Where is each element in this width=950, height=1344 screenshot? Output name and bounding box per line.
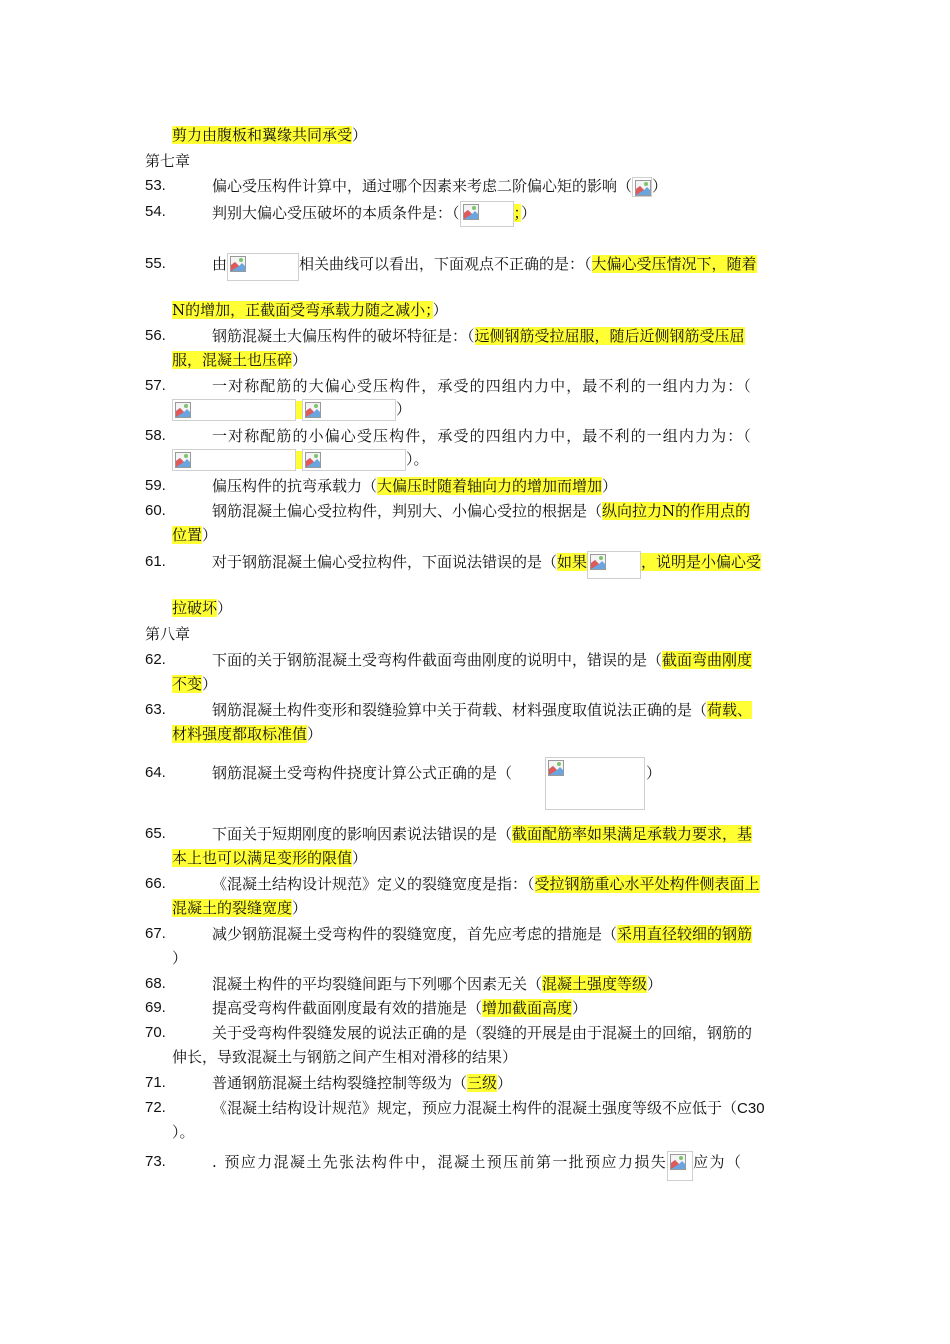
answer-highlight: 剪力由腹板和翼缘共同承受 bbox=[172, 126, 353, 144]
answer-highlight: ，说明是小偏心受 bbox=[641, 553, 762, 571]
close-paren: ）。 bbox=[172, 1123, 195, 1141]
question-text: 钢筋混凝土大偏压构件的破坏特征是：（ bbox=[212, 327, 475, 345]
question-text: 下面关于短期刚度的影响因素说法错误的是（ bbox=[212, 825, 513, 843]
answer-highlight: 材料强度都取标准值 bbox=[172, 725, 308, 743]
answer-highlight: 受拉钢筋重心水平处构件侧表面上 bbox=[534, 875, 760, 893]
question-text: 减少钢筋混凝土受弯构件的裂缝宽度，首先应考虑的措施是（ bbox=[212, 925, 618, 943]
broken-image-icon bbox=[460, 201, 514, 227]
close-paren: ） bbox=[652, 177, 668, 195]
question-number: 63. bbox=[145, 701, 166, 718]
question-text: 偏心受压构件计算中，通过哪个因素来考虑二阶偏心矩的影响（ bbox=[212, 177, 633, 195]
broken-image-icon bbox=[545, 757, 645, 810]
question-text: 判别大偏心受压破坏的本质条件是：（ bbox=[212, 204, 460, 222]
question-text: 钢筋混凝土偏心受拉构件，判别大、小偏心受拉的根据是（ bbox=[212, 502, 603, 520]
question-text: 关于受弯构件裂缝发展的说法正确的是（裂缝的开展是由于混凝土的回缩，钢筋的 bbox=[212, 1024, 753, 1042]
answer-highlight: 三级 bbox=[467, 1074, 498, 1092]
question-text: 伸长，导致混凝土与钢筋之间产生相对滑移的结果） bbox=[172, 1048, 518, 1066]
question-number: 70. bbox=[145, 1024, 166, 1041]
answer-highlight: 采用直径较细的钢筋 bbox=[617, 925, 753, 943]
question-number: 61. bbox=[145, 553, 166, 570]
close-paren: ） bbox=[172, 949, 188, 967]
question-number: 55. bbox=[145, 255, 166, 272]
answer-highlight: 拉破坏 bbox=[172, 599, 218, 617]
question-text: 由 bbox=[212, 255, 228, 273]
close-paren: ） bbox=[352, 126, 368, 144]
question-text: 应为（ bbox=[693, 1153, 743, 1171]
close-paren: ）。 bbox=[406, 450, 429, 468]
question-text: 混凝土构件的平均裂缝间距与下列哪个因素无关（ bbox=[212, 975, 543, 993]
question-text: 钢筋混凝土受弯构件挠度计算公式正确的是（ bbox=[212, 764, 513, 782]
question-number: 53. bbox=[145, 177, 166, 194]
question-number: 57. bbox=[145, 377, 166, 394]
close-paren: ） bbox=[396, 400, 412, 418]
answer-highlight: 服，混凝土也压碎 bbox=[172, 351, 293, 369]
close-paren: ） bbox=[217, 599, 233, 617]
chapter-7-heading: 第七章 bbox=[145, 152, 191, 170]
broken-image-icon bbox=[632, 177, 652, 197]
question-text: 一对称配筋的小偏心受压构件，承受的四组内力中，最不利的一组内力为：（ bbox=[212, 427, 752, 445]
close-paren: ） bbox=[292, 899, 308, 917]
broken-image-icon bbox=[302, 449, 406, 471]
answer-highlight: 大偏压时随着轴向力的增加而增加 bbox=[377, 477, 603, 495]
question-text: 钢筋混凝土构件变形和裂缝验算中关于荷载、材料强度取值说法正确的是（ bbox=[212, 701, 708, 719]
broken-image-icon bbox=[172, 449, 296, 471]
answer-highlight: 如果 bbox=[557, 553, 588, 571]
question-number: 59. bbox=[145, 477, 166, 494]
question-text: 《混凝土结构设计规范》定义的裂缝宽度是指：（ bbox=[212, 875, 535, 893]
answer-highlight: N的增加，正截面受弯承载力随之减小； bbox=[172, 301, 433, 319]
close-paren: ） bbox=[521, 204, 537, 222]
question-text: 《混凝土结构设计规范》规定，预应力混凝土构件的混凝土强度等级不应低于（ bbox=[212, 1099, 738, 1117]
chapter-8-heading: 第八章 bbox=[145, 625, 191, 643]
question-text: 偏压构件的抗弯承载力（ bbox=[212, 477, 378, 495]
question-number: 65. bbox=[145, 825, 166, 842]
question-text: 相关曲线可以看出，下面观点不正确的是：（ bbox=[299, 255, 592, 273]
close-paren: ） bbox=[352, 849, 368, 867]
answer-highlight: 增加截面高度 bbox=[482, 999, 573, 1017]
close-paren: ） bbox=[647, 975, 663, 993]
question-number: 54. bbox=[145, 203, 166, 220]
answer-highlight: 混凝土强度等级 bbox=[542, 975, 648, 993]
question-number: 73. bbox=[145, 1153, 166, 1170]
question-text: 一对称配筋的大偏心受压构件，承受的四组内力中，最不利的一组内力为：（ bbox=[212, 377, 752, 395]
broken-image-icon bbox=[667, 1151, 693, 1181]
question-text: 普通钢筋混凝土结构裂缝控制等级为（ bbox=[212, 1074, 468, 1092]
question-text: 提高受弯构件截面刚度最有效的措施是（ bbox=[212, 999, 483, 1017]
close-paren: ） bbox=[572, 999, 588, 1017]
question-number: 67. bbox=[145, 925, 166, 942]
broken-image-icon bbox=[172, 399, 296, 421]
question-number: 71. bbox=[145, 1074, 166, 1091]
question-number: 66. bbox=[145, 875, 166, 892]
answer-highlight: 混凝土的裂缝宽度 bbox=[172, 899, 293, 917]
close-paren: ） bbox=[292, 351, 308, 369]
answer-highlight: 荷载、 bbox=[707, 701, 753, 719]
answer-highlight: 纵向拉力N的作用点的 bbox=[602, 502, 751, 520]
answer-highlight: 大偏心受压情况下，随着 bbox=[591, 255, 757, 273]
question-number: 64. bbox=[145, 764, 166, 781]
answer-highlight: 不变 bbox=[172, 675, 203, 693]
answer-highlight: ； bbox=[513, 204, 522, 222]
question-number: 56. bbox=[145, 327, 166, 344]
close-paren: ） bbox=[602, 477, 618, 495]
question-number: 72. bbox=[145, 1099, 166, 1116]
close-paren: ） bbox=[432, 301, 448, 319]
question-text: . 预应力混凝土先张法构件中，混凝土预压前第一批预应力损失 bbox=[212, 1153, 668, 1171]
answer-highlight: 截面弯曲刚度 bbox=[662, 651, 753, 669]
answer-highlight: 位置 bbox=[172, 526, 203, 544]
question-number: 62. bbox=[145, 651, 166, 668]
close-paren: ） bbox=[497, 1074, 513, 1092]
answer-highlight: 截面配筋率如果满足承载力要求，基 bbox=[512, 825, 753, 843]
broken-image-icon bbox=[227, 253, 299, 281]
question-number: 60. bbox=[145, 502, 166, 519]
close-paren: ） bbox=[307, 725, 323, 743]
close-paren: ） bbox=[646, 764, 662, 782]
question-text: 下面的关于钢筋混凝土受弯构件截面弯曲刚度的说明中，错误的是（ bbox=[212, 651, 663, 669]
question-number: 58. bbox=[145, 427, 166, 444]
close-paren: ） bbox=[202, 526, 218, 544]
question-number: 68. bbox=[145, 975, 166, 992]
question-number: 69. bbox=[145, 999, 166, 1016]
close-paren: ） bbox=[202, 675, 218, 693]
question-text: 对于钢筋混凝土偏心受拉构件，下面说法错误的是（ bbox=[212, 553, 558, 571]
answer-highlight: 本上也可以满足变形的限值 bbox=[172, 849, 353, 867]
broken-image-icon bbox=[587, 551, 641, 579]
broken-image-icon bbox=[302, 399, 396, 421]
answer-highlight: 远侧钢筋受拉屈服，随后近侧钢筋受压屈 bbox=[474, 327, 745, 345]
answer-text: C30 bbox=[737, 1100, 765, 1117]
